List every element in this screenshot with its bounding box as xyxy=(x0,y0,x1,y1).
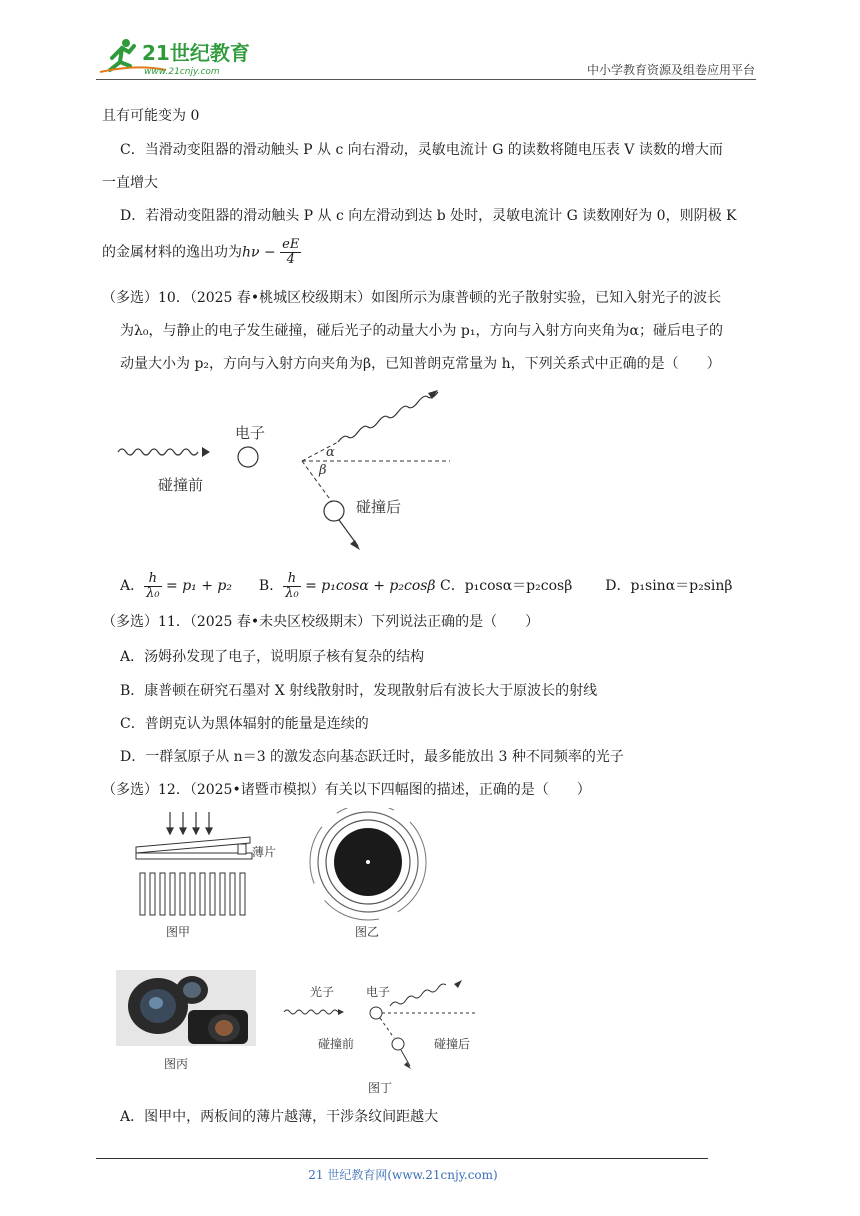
compton-figure xyxy=(110,390,470,552)
question-10: （多选）10．（2025 春•桃城区校级期末）如图所示为康普顿的光子散射实验，已知入射光子的波长 xyxy=(102,290,722,306)
option-a-label: A． xyxy=(120,578,145,594)
question-12: （多选）12．（2025•诸暨市模拟）有关以下四幅图的描述，正确的是（ ） xyxy=(102,782,591,798)
option-b-formula: = p₁cosα + p₂cosβ xyxy=(305,578,436,594)
site-logo xyxy=(96,34,256,78)
incident-arrow-icon xyxy=(338,1009,344,1015)
electron-circle xyxy=(238,447,258,467)
before-label: 碰撞前 xyxy=(318,1037,355,1051)
caption-bing: 图丙 xyxy=(164,1057,189,1071)
fraction xyxy=(283,572,300,601)
formula: hν − xyxy=(242,244,276,261)
after-label: 碰撞后 xyxy=(356,498,402,516)
scattered-photon-wave xyxy=(338,392,438,442)
svg-text:21世纪教育: 21世纪教育 xyxy=(142,41,250,65)
caption-yi: 图乙 xyxy=(355,925,380,939)
option-d: D．若滑动变阻器的滑动触头 P 从 c 向左滑动到达 b 处时，灵敏电流计 G 读数刚好为 0，则阴极 K xyxy=(120,208,737,224)
fraction-num: eE xyxy=(282,237,300,252)
caption-ding: 图丁 xyxy=(368,1081,393,1095)
header-platform-text: 中小学教育资源及组卷应用平台 xyxy=(586,63,755,77)
fraction-den: λ₀ xyxy=(285,585,299,601)
text-line: 一直增大 xyxy=(102,175,158,191)
fraction-den: λ₀ xyxy=(146,585,160,601)
electron-label: 电子 xyxy=(366,985,391,999)
incident-photon-wave xyxy=(118,449,198,455)
upper-plate xyxy=(136,837,250,853)
figure-yi xyxy=(295,808,445,945)
recoil-electron-circle xyxy=(324,501,344,521)
photon-label: 光子 xyxy=(310,985,335,999)
option-b: B．康普顿在研究石墨对 X 射线散射时，发现散射后有波长大于原波长的射线 xyxy=(120,683,598,699)
caption-jia: 图甲 xyxy=(166,925,191,939)
electron-arrow-icon xyxy=(350,540,360,550)
option-a: A．汤姆孙发现了电子，说明原子核有复杂的结构 xyxy=(120,649,425,665)
fraction-num: h xyxy=(283,572,300,587)
electron-dashed-line xyxy=(380,1018,394,1038)
before-label: 碰撞前 xyxy=(158,476,204,494)
lens-reflection xyxy=(149,997,163,1009)
question-11: （多选）11．（2025 春•未央区校级期末）下列说法正确的是（ ） xyxy=(102,614,540,630)
svg-text:www.21cnjy.com: www.21cnjy.com xyxy=(144,67,220,77)
lower-plate xyxy=(136,853,252,859)
figure-bing xyxy=(116,970,256,1072)
fraction xyxy=(280,238,301,267)
footer-link[interactable]: 21 世纪教育网(www.21cnjy.com) xyxy=(308,1168,498,1182)
scattered-photon-wave xyxy=(390,984,446,1006)
option-d: D．一群氢原子从 n＝3 的激发态向基态跃迁时，最多能放出 3 种不同频率的光子 xyxy=(120,749,624,765)
alpha-label: α xyxy=(326,445,335,460)
figure-jia xyxy=(130,810,290,945)
figure-ding xyxy=(280,960,480,1096)
text-line: 为λ₀，与静止的电子发生碰撞，碰后光子的动量大小为 p₁，方向与入射方向夹角为α；碰后电子的 xyxy=(120,323,723,339)
option-b-label: B． xyxy=(258,578,284,594)
q10-options xyxy=(120,568,733,604)
light-arrows-icon xyxy=(167,812,212,834)
scattered-arrow-icon xyxy=(454,980,462,988)
footer-divider xyxy=(96,1158,708,1159)
slice-label: 薄片 xyxy=(252,845,277,859)
option-d: D．p₁sinα＝p₂sinβ xyxy=(605,578,733,594)
text-line: 且有可能变为 0 xyxy=(102,108,200,124)
header-divider xyxy=(96,79,756,80)
incident-photon-wave xyxy=(284,1010,338,1014)
electron-circle xyxy=(370,1007,382,1019)
after-label: 碰撞后 xyxy=(434,1037,471,1051)
option-c: C．p₁cosα＝p₂cosβ xyxy=(439,578,573,594)
poisson-spot xyxy=(366,860,370,864)
option-a: A．图甲中，两板间的薄片越薄，干涉条纹间距越大 xyxy=(120,1109,439,1125)
text-span: 的金属材料的逸出功为 xyxy=(102,244,242,261)
option-c: C．当滑动变阻器的滑动触头 P 从 c 向右滑动，灵敏电流计 G 的读数将随电压表 V 读数的增大而 xyxy=(120,142,723,158)
option-d-formula-line xyxy=(102,238,301,267)
fraction xyxy=(144,572,161,601)
recoil-electron-circle xyxy=(392,1038,404,1050)
fraction-num: h xyxy=(144,572,161,587)
lens-glass xyxy=(183,982,201,998)
electron-label: 电子 xyxy=(235,424,266,442)
fraction-den: 4 xyxy=(286,252,295,267)
text-line: 动量大小为 p₂，方向与入射方向夹角为β，已知普朗克常量为 h，下列关系式中正确的是（ ） xyxy=(120,356,721,372)
thin-slice xyxy=(238,844,246,854)
option-a-formula: = p₁ + p₂ xyxy=(166,578,232,594)
incident-arrow-icon xyxy=(202,447,210,457)
lens-glass xyxy=(215,1020,233,1036)
electron-dashed-line xyxy=(302,461,332,502)
option-c: C．普朗克认为黑体辐射的能量是连续的 xyxy=(120,716,369,732)
interference-fringes xyxy=(140,873,245,915)
beta-label: β xyxy=(319,463,327,478)
